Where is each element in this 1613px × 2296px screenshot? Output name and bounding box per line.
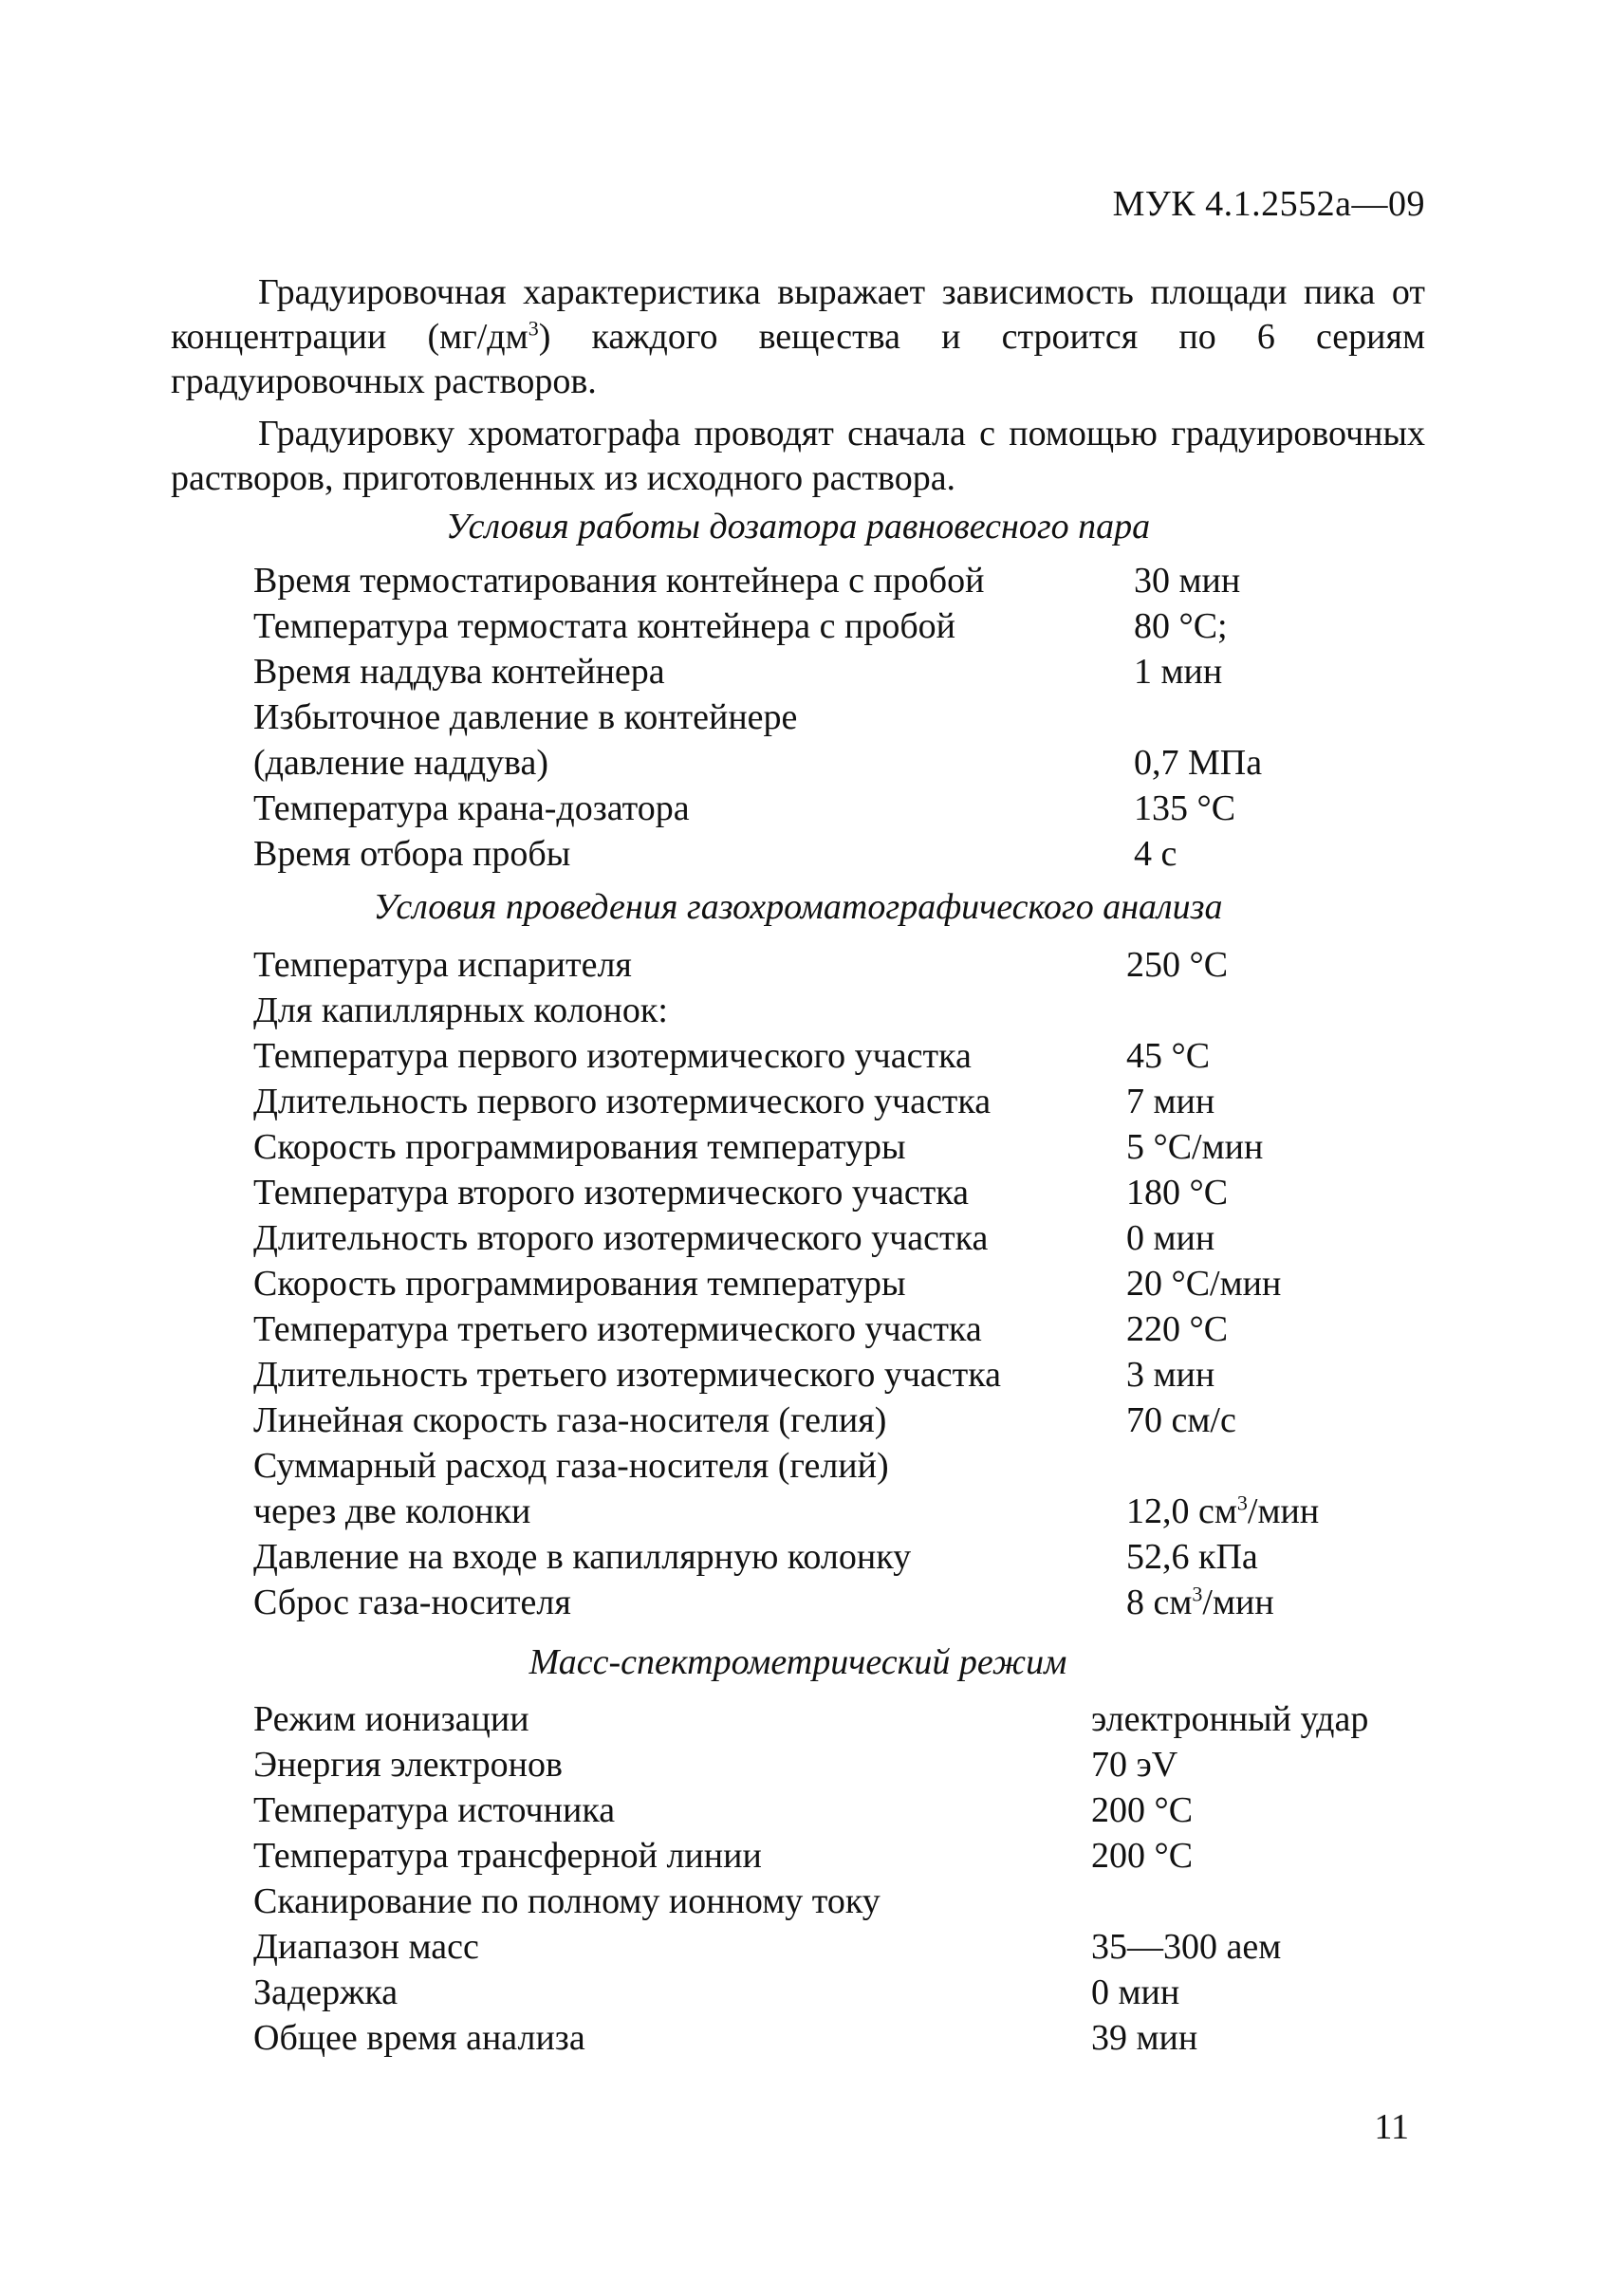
superscript: 3 <box>528 316 539 341</box>
document-code: МУК 4.1.2552а—09 <box>1112 184 1425 224</box>
param-value <box>1091 2015 1197 2061</box>
param-value-text: 70 см/с <box>1126 1400 1236 1440</box>
param-label: Для капиллярных колонок: <box>253 991 668 1030</box>
param-label: Длительность второго изотермического участка <box>253 1218 989 1258</box>
param-label: через две колонки <box>253 1491 531 1531</box>
param-row <box>253 1352 1449 1398</box>
param-row <box>253 1833 1449 1879</box>
paragraph-calibration-characteristic <box>171 270 1425 404</box>
param-row <box>253 1170 1449 1215</box>
section-title-headspace: Условия работы дозатора равновесного пара <box>445 507 1151 546</box>
param-value-text: 1 мин <box>1134 652 1223 692</box>
param-value-text: 250 °С <box>1126 945 1229 985</box>
param-value <box>1126 1306 1228 1352</box>
param-value <box>1091 1970 1179 2015</box>
param-row <box>253 1787 1449 1833</box>
ms-params-list <box>253 1696 1449 2061</box>
param-row <box>253 603 1449 649</box>
param-value-text: электронный удар <box>1091 1699 1369 1739</box>
param-value-text: 220 °С <box>1126 1309 1229 1349</box>
param-value <box>1126 1489 1319 1534</box>
param-value <box>1091 1833 1193 1879</box>
param-value <box>1091 1924 1281 1970</box>
param-value-text: 3 мин <box>1126 1355 1215 1395</box>
param-label: Давление на входе в капиллярную колонку <box>253 1537 912 1577</box>
param-row <box>253 1443 1449 1489</box>
param-label: Энергия электронов <box>253 1745 563 1785</box>
param-label: Температура испарителя <box>253 945 632 985</box>
param-value <box>1091 1787 1193 1833</box>
param-value <box>1126 1398 1236 1443</box>
param-row <box>253 1742 1449 1787</box>
paragraph-text: Градуировочная характеристика выражает зависимость площади пика от концентрации (мг/дм <box>171 272 1425 357</box>
param-row <box>253 1534 1449 1580</box>
param-value <box>1134 649 1222 694</box>
param-value <box>1091 1696 1368 1742</box>
param-label: Избыточное давление в контейнере <box>253 697 798 737</box>
param-label: Задержка <box>253 1972 399 2012</box>
param-label: Сканирование по полному ионному току <box>253 1881 881 1921</box>
section-title-ms-mode: Масс-спектрометрический режим <box>528 1642 1067 1682</box>
param-label: Температура третьего изотермического участка <box>253 1309 982 1349</box>
param-row <box>253 694 1449 740</box>
param-row <box>253 1033 1449 1079</box>
headspace-params-list <box>253 558 1449 877</box>
param-value-text: 0 мин <box>1091 1972 1180 2012</box>
param-label: Температура первого изотермического участка <box>253 1036 972 1076</box>
param-label: Диапазон масс <box>253 1927 479 1967</box>
param-label: Длительность первого изотермического участка <box>253 1082 992 1121</box>
param-row <box>253 1261 1449 1306</box>
param-label: Сброс газа-носителя <box>253 1583 571 1622</box>
param-value <box>1134 603 1228 649</box>
param-value-text: 180 °С <box>1126 1173 1229 1213</box>
param-row <box>253 1924 1449 1970</box>
param-value <box>1091 1742 1177 1787</box>
param-value-text: 39 мин <box>1091 2018 1198 2058</box>
param-value <box>1126 1352 1214 1398</box>
param-value <box>1134 558 1240 603</box>
param-value-text: 0,7 МПа <box>1134 743 1263 783</box>
param-label: Суммарный расход газа-носителя (гелий) <box>253 1446 889 1486</box>
param-row <box>253 1398 1449 1443</box>
param-value <box>1126 1580 1274 1625</box>
param-label: Температура термостата контейнера с пробой <box>253 606 955 646</box>
superscript: 3 <box>1192 1582 1203 1606</box>
param-row <box>253 1306 1449 1352</box>
param-value <box>1134 786 1235 831</box>
param-value-unit: /мин <box>1247 1491 1320 1531</box>
param-label: Температура второго изотермического участка <box>253 1173 970 1213</box>
param-value-text: 200 °С <box>1091 1836 1194 1876</box>
param-label: Время отбора пробы <box>253 834 571 874</box>
param-row <box>253 1079 1449 1124</box>
param-value <box>1126 942 1228 988</box>
param-value-text: 7 мин <box>1126 1082 1215 1121</box>
gc-params-list <box>253 942 1449 1625</box>
param-row <box>253 740 1449 786</box>
param-value <box>1134 740 1262 786</box>
param-label: Длительность третьего изотермического участка <box>253 1355 1002 1395</box>
param-label: Температура источника <box>253 1790 616 1830</box>
param-row <box>253 1215 1449 1261</box>
param-value-text: 4 с <box>1134 834 1177 874</box>
param-value-text: 80 °С; <box>1134 606 1228 646</box>
param-row <box>253 1970 1449 2015</box>
param-row <box>253 942 1449 988</box>
param-row <box>253 1696 1449 1742</box>
param-row <box>253 558 1449 603</box>
param-row <box>253 1879 1449 1924</box>
param-value-text: 30 мин <box>1134 561 1241 601</box>
param-label: (давление наддува) <box>253 743 548 783</box>
param-value-text: 135 °С <box>1134 788 1236 828</box>
param-value-text: 20 °С/мин <box>1126 1264 1282 1304</box>
param-value <box>1126 1215 1214 1261</box>
param-value-text: 5 °С/мин <box>1126 1127 1264 1167</box>
param-value-unit: /мин <box>1202 1583 1274 1622</box>
section-title-gc-analysis: Условия проведения газохроматографического анализа <box>373 887 1223 927</box>
param-label: Время наддува контейнера <box>253 652 665 692</box>
param-value <box>1126 1033 1210 1079</box>
param-row <box>253 786 1449 831</box>
param-label: Общее время анализа <box>253 2018 585 2058</box>
param-value <box>1126 1261 1281 1306</box>
param-label: Температура трансферной линии <box>253 1836 762 1876</box>
param-value-text: 52,6 кПа <box>1126 1537 1258 1577</box>
param-row <box>253 649 1449 694</box>
param-value-text: 12,0 см <box>1126 1491 1237 1531</box>
param-label: Линейная скорость газа-носителя (гелия) <box>253 1400 887 1440</box>
param-value-text: 45 °С <box>1126 1036 1211 1076</box>
param-value-text: 200 °С <box>1091 1790 1194 1830</box>
param-row <box>253 2015 1449 2061</box>
superscript: 3 <box>1236 1491 1248 1515</box>
param-value-text: 8 см <box>1126 1583 1193 1622</box>
param-row <box>253 1489 1449 1534</box>
param-label: Скорость программирования температуры <box>253 1264 906 1304</box>
param-label: Скорость программирования температуры <box>253 1127 906 1167</box>
param-value-text: 70 эV <box>1091 1745 1178 1785</box>
param-label: Время термостатирования контейнера с пробой <box>253 561 985 601</box>
page-number: 11 <box>1374 2107 1409 2147</box>
param-label: Температура крана-дозатора <box>253 788 690 828</box>
param-row <box>253 831 1449 877</box>
paragraph-calibration-procedure: Градуировку хроматографа проводят сначала с помощью градуировочных растворов, приготовленных из исходного раствора. <box>171 414 1425 498</box>
param-value <box>1126 1534 1258 1580</box>
param-value <box>1126 1170 1228 1215</box>
param-value <box>1134 831 1177 877</box>
paragraph-text: ) каждого вещества и строится по 6 сериям градуировочных растворов. <box>171 317 1426 401</box>
param-row <box>253 1580 1449 1625</box>
param-row <box>253 988 1449 1033</box>
param-value-text: 0 мин <box>1126 1218 1215 1258</box>
param-value <box>1126 1124 1263 1170</box>
param-label: Режим ионизации <box>253 1699 529 1739</box>
param-value-text: 35—300 аем <box>1091 1927 1282 1967</box>
param-value <box>1126 1079 1214 1124</box>
param-row <box>253 1124 1449 1170</box>
